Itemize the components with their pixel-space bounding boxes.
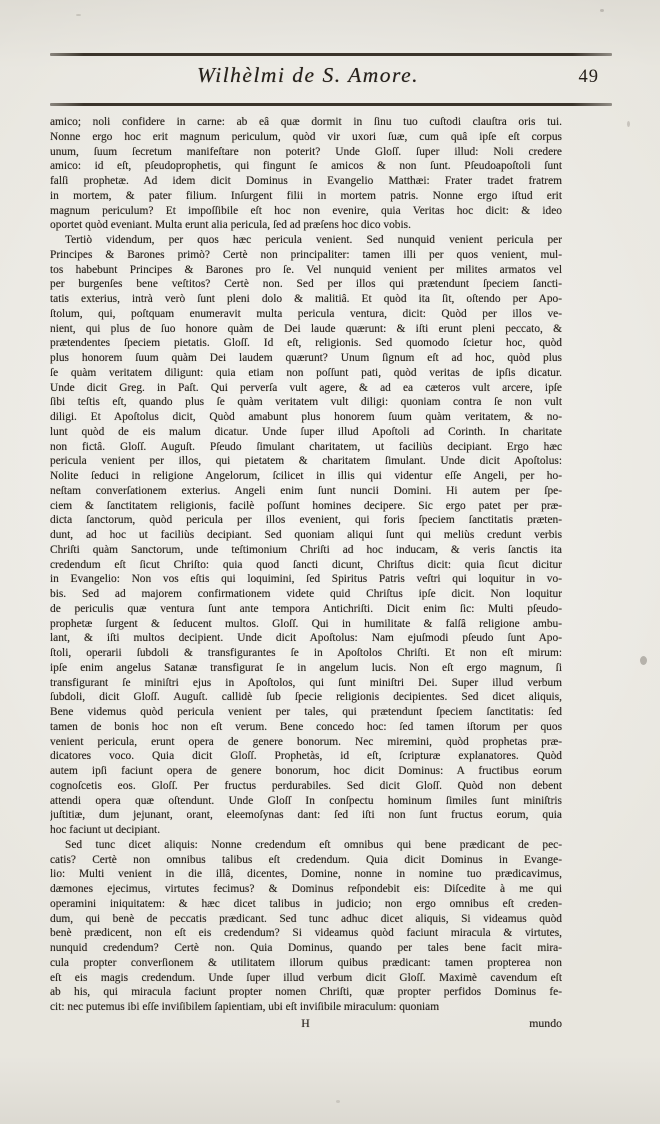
text-line: dunt, ad hoc ut faciliùs decipiant. Sed quoniam aliqui ſunt qui meliùs credunt verbis xyxy=(50,529,562,541)
text-line: neſtam converſationem exterius. Angeli enim ſunt nuncii Domini. Hi autem per ſpe- xyxy=(50,484,562,497)
text-line: ciem & ſanctitatem religionis, facilè poſſunt homines decipere. Sic ergo patet per præ- xyxy=(50,499,562,512)
text-line: tamen de bonis hoc non eſt verum. Bene concedo hoc: ſed tamen iſtorum per quos xyxy=(50,720,562,733)
text-line: falſi prophetæ. Ad idem dicit Dominus in Evangelio Matthæi: Frater tradet fratrem xyxy=(50,175,562,187)
text-line: Unde dicit Greg. in Paſt. Qui perverſa vult agere, & ad ea cæteros vult arcere, ipſe xyxy=(50,381,562,394)
text-line: cit: nec putemus ibi eſſe inviſibilem ſapientiam, ubi eſt inviſibile miraculum: quoniam xyxy=(50,1001,440,1013)
text-line: bis. Sed ad majorem confirmationem videte quid Chriſtus ipſe dicit. Non loquitur xyxy=(50,588,562,600)
text-line: plus honorem ſuum quàm Dei laudem quærunt? Unum ſignum eſt ad hoc, quòd plus xyxy=(50,352,562,364)
text-line: tatis exterius, intrà verò ſunt pleni dolo & malitiâ. Et quòd ita ſit, oſtendo per Apo- xyxy=(50,293,562,305)
text-line: amico; noli confidere in carne: ab eâ quæ dormit in ſinu tuo cuſtodi clauſtra oris tui. xyxy=(50,116,562,128)
text-line: dæmones ejecimus, virtutes fecimus? & Dominus reſpondebit eis: Diſcedite à me qui xyxy=(50,883,562,895)
text-line: credendum eſt ſicut Chriſto: quia quod ſancti dicunt, Chriſtus dicit: quia ſicut dicitur xyxy=(50,558,562,571)
text-line: amico: id eſt, pſeudoprophetis, qui fingunt ſe amicos & non ſunt. Pſeudoapoſtoli ſunt xyxy=(50,160,562,173)
text-line: nient, qui plus de ſuo honore quàm de Dei laude quærunt: & iſti erunt pleni peccato, & xyxy=(50,322,562,335)
text-line: tos habebunt Principes & Barones pro ſe. Vel nunquid venient per milites armatos vel xyxy=(50,263,562,276)
text-line: prætendentes ſpeciem pietatis. Gloſſ. Id eſt, religionis. Sed quomodo ſcietur hoc, quòd xyxy=(50,337,562,350)
text-line: dum, qui benè de peccatis prædicant. Sed tunc adhuc dicet aliquis, Si videamus quòd xyxy=(50,912,562,925)
page-content xyxy=(50,0,612,1032)
text-line: magnum periculum? Et impoſſibile eſt hoc non evenire, quia Veritas hoc dicit: & ideo xyxy=(50,204,562,217)
scan-speck xyxy=(336,1100,340,1103)
text-line: venient pericula, erunt opera de genere bonorum. Nec miremini, quòd prophetas præ- xyxy=(50,735,562,748)
text-line: transfigurant ſe miniſtri ejus in Apoſtolos, qui ſunt miniſtri Dei. Super illud verbum xyxy=(50,676,562,689)
text-line: ſtolum, qui, poſtquam enumeravit multa pericula ventura, dicit: Quòd per illos ve- xyxy=(50,307,562,320)
text-line: Bene videmus quòd pericula venient per tales, qui prætendunt ſpeciem ſanctitatis: ſed xyxy=(50,706,562,718)
text-line: in Evangelio: Non vos eſtis qui loquimini, ſed Spiritus Patris veſtri qui loquitur in vo- xyxy=(50,573,562,586)
text-line: lunt quòd de eis malum dicatur. Unde ſuper illud Apoſtoli ad Corinth. In charitate xyxy=(50,425,562,438)
text-line: juſtitiæ, dum jejunant, orant, eleemoſynas dant: ſed iſti non ſunt fructus eorum, quia xyxy=(50,809,562,822)
text-line: ſtoli, operarii ſubdoli & transfigurantes ſe in Apoſtolos Chriſti. Et non eſt mirum: xyxy=(50,647,562,659)
page-footer xyxy=(50,1016,562,1032)
running-title: Wilhèlmi de S. Amore. xyxy=(197,63,419,87)
text-line: ipſe enim angelus Satanæ transfigurat ſe in angelum lucis. Non eſt ergo magnum, ſi xyxy=(50,661,562,674)
signature-mark: H xyxy=(301,1015,311,1030)
text-line: ſubdoli, dicit Gloſſ. Auguſt. callidè ſub ſpecie religionis decipientes. Sed dicet aliquis, xyxy=(50,691,562,704)
text-line: hoc faciunt ut decipiant. xyxy=(50,824,161,836)
page-number: 49 xyxy=(578,67,599,87)
text-line: oportet quòd eveniant. Multa erunt alia pericula, ſed ad præſens hoc dico vobis. xyxy=(50,219,411,232)
header-rule xyxy=(50,103,612,106)
text-line: de periculis quæ ventura ſunt ante tempora Antichriſti. Dicit enim ſic: Multi pſeudo- xyxy=(50,602,562,615)
text-line: ab his, qui miracula faciunt propter nomen Chriſti, quæ propter perfidos Dominus fe- xyxy=(50,986,562,999)
text-line: dicatores voco. Quia dicit Gloſſ. Prophetàs, id eſt, ſcripturæ explanatores. Quòd xyxy=(50,750,562,763)
text-line: nunquid credendum? Certè non. Quia Dominus, quando per tales bene facit mira- xyxy=(50,942,562,954)
text-line: Principes & Barones primò? Certè non principaliter: tamen illi per quos venient, mul- xyxy=(50,248,562,261)
scan-speck xyxy=(640,656,647,665)
text-line: attendi opera quæ oſtendunt. Unde Gloſſ In conſpectu hominum ſimiles ſunt miniſtris xyxy=(50,794,562,807)
text-line: ſe quàm veritatem diligunt: quia etiam non poſſunt pati, quòd veritas de ipſis dicatur. xyxy=(50,366,562,379)
text-line: prophetæ ſurgent & ſeducent multos. Gloſſ. Qui in humilitate & falſâ religione ambu- xyxy=(50,617,562,630)
text-line: lio: Multi venient in die illâ, dicentes, Domine, nonne in nomine tuo prædicavimus, xyxy=(50,868,562,881)
text-line: per burgenſes bene veſtitos? Certè non. Sed per illos qui prætendunt ſpeciem ſancti- xyxy=(50,278,562,291)
text-line: autem ipſi faciunt opera de genere bonorum, hoc dicit Dominus: A fructibus eorum xyxy=(50,765,562,777)
text-line: benè prædicent, non eſt eis credendum? Si videamus quòd faciunt miracula & virtutes, xyxy=(50,927,562,940)
text-line: lant, & iſti multos decipient. Unde dicit Apoſtolus: Nam ejuſmodi pſeudo ſunt Apo- xyxy=(50,632,562,645)
text-line: cula propter converſionem & utilitatem illorum quibus prædicant: tamen propterea non xyxy=(50,956,562,969)
catchword: mundo xyxy=(529,1015,562,1030)
text-line: catis? Certè non omnibus talibus eſt credendum. Quia dicit Dominus in Evange- xyxy=(50,853,562,866)
scan-speck xyxy=(627,121,630,127)
text-line: operamini iniquitatem: & hæc dicet talibus in judicio; non ergo omnibus eſt creden- xyxy=(50,897,562,910)
text-line: Sed tunc dicet aliquis: Nonne credendum eſt omnibus qui bene prædicant de pec- xyxy=(65,838,562,851)
text-line: Nolite ſeduci in religione Angelorum, ſcilicet in illis qui videntur eſſe Angeli, per ho- xyxy=(50,470,562,482)
text-line: diligi. Et Apoſtolus dicit, Quòd amabunt plus honorem ſuum quàm veritatem, & no- xyxy=(50,411,562,423)
text-line: Chriſti quàm Sanctorum, unde teſtimonium Chriſti ad hoc inducam, & veris ſanctis ita xyxy=(50,543,562,556)
text-line: Tertiò videndum, per quos hæc pericula venient. Sed nunquid venient pericula per xyxy=(65,234,562,246)
text-line: dicta ſanctorum, quòd pericula per illos evenient, qui foris ſpeciem ſanctitatis præten- xyxy=(50,514,562,527)
text-line: in mortem, & pater filium. Inſurgent filii in mortem patris. Nonne ergo iſtud erit xyxy=(50,189,562,202)
page-header xyxy=(50,56,612,103)
text-line: Nonne ergo hoc erit magnum periculum, quòd vir uxori ſuæ, cum quâ ipſe eſt corpus xyxy=(50,130,562,143)
body-text xyxy=(50,115,562,1015)
text-line: ſibi teſtis eſt, quando plus ſe quàm veritatem vult diligi: quoniam contra ſe non vult xyxy=(50,396,562,409)
text-line: cognoſcetis eos. Gloſſ. Per fructus perdurabiles. Sed dicit Gloſſ. Quòd non debent xyxy=(50,779,562,792)
text-line: unum, ſuum ſecretum manifeſtare non poterit? Unde Gloſſ. ſuper illud: Noli credere xyxy=(50,145,562,158)
text-line: non fictâ. Gloſſ. Auguſt. Pſeudo ſimulant charitatem, ut faciliùs decipiant. Ergo hæc xyxy=(50,440,562,453)
text-line: pericula venient per illos, qui pietatem & charitatem ſimulant. Unde dicit Apoſtolus: xyxy=(50,455,562,468)
text-line: eſt eis magis credendum. Unde ſuper illud verbum dicit Gloſſ. Maximè cavendum eſt xyxy=(50,971,562,984)
